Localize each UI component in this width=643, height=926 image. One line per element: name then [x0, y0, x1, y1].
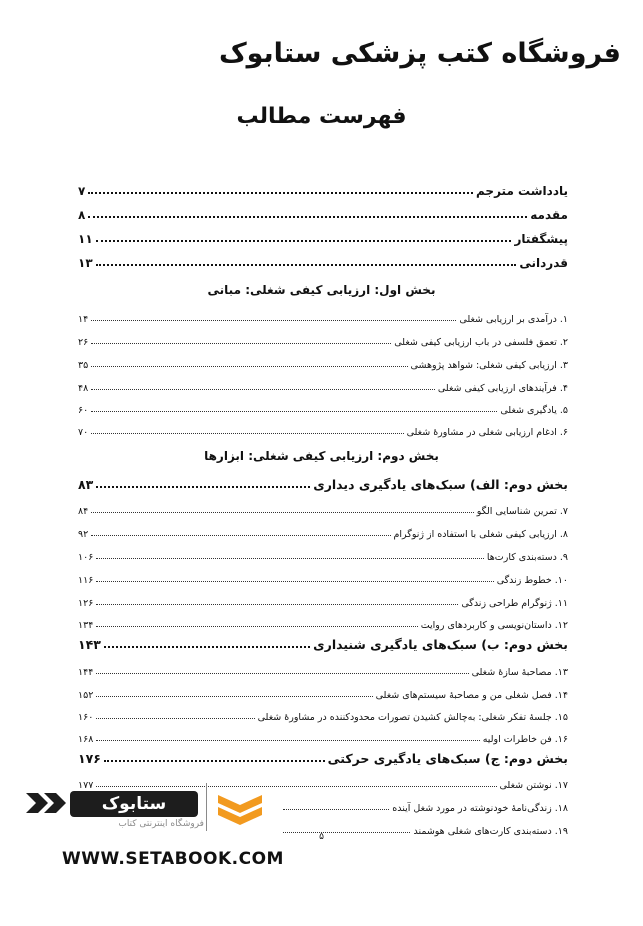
toc-entry[interactable]: ۷. تمرین شناسایی الگو ۸۴ — [78, 506, 568, 517]
toc-group-visual[interactable]: بخش دوم: الف) سبک‌های یادگیری دیداری ۸۳ — [78, 477, 568, 492]
toc-entry[interactable]: ۱۹. دسته‌بندی کارت‌های شغلی هوشمند — [280, 815, 568, 837]
logo-text: ستابوک — [101, 794, 167, 814]
part1-title: بخش اول: ارزیابی کیفی شغلی: مبانی — [207, 283, 436, 297]
toc-entry[interactable]: ۵. یادگیری شغلی ۶۰ — [78, 405, 568, 416]
toc-entry[interactable]: ۱۷. نوشتن شغلی ۱۷۷ — [78, 780, 568, 791]
toc-entry[interactable]: ۱. درآمدی بر ارزیابی شغلی ۱۴ — [78, 314, 568, 325]
toc-entry-preface[interactable]: پیشگفتار ۱۱ — [78, 232, 568, 246]
page-number: ۵ — [319, 832, 324, 842]
toc-group-auditory[interactable]: بخش دوم: ب) سبک‌های یادگیری شنیداری ۱۴۳ — [78, 637, 568, 652]
toc-heading: فهرست مطالب — [236, 104, 407, 129]
website-url[interactable]: WWW.SETABOOK.COM — [62, 849, 284, 869]
toc-entry[interactable]: ۱۲. داستان‌نویسی و کاربردهای روایت ۱۳۴ — [78, 620, 568, 631]
part2-title: بخش دوم: ارزیابی کیفی شغلی: ابزارها — [204, 449, 439, 463]
store-title: فروشگاه کتب پزشکی ستابوک — [218, 38, 621, 69]
toc-entry[interactable]: ۱۴. فصل شغلی من و مصاحبهٔ سیستم‌های شغلی ۱۵۲ — [78, 690, 568, 701]
setabook-logo — [22, 783, 272, 835]
toc-entry[interactable]: ۱۳. مصاحبهٔ سازهٔ شغلی ۱۴۴ — [78, 667, 568, 678]
toc-entry[interactable]: ۹. دسته‌بندی کارت‌ها ۱۰۶ — [78, 552, 568, 563]
toc-entry[interactable]: ۳. ارزیابی کیفی شغلی: شواهد پژوهشی ۳۵ — [78, 360, 568, 371]
toc-group-kinesthetic[interactable]: بخش دوم: ج) سبک‌های یادگیری حرکتی ۱۷۶ — [78, 751, 568, 766]
toc-entry[interactable]: ۱۰. خطوط زندگی ۱۱۶ — [78, 575, 568, 586]
toc-entry-introduction[interactable]: مقدمه ۸ — [78, 208, 568, 222]
toc-entry[interactable]: ۴. فرآیندهای ارزیابی کیفی شغلی ۴۸ — [78, 383, 568, 394]
toc-entry[interactable]: ۱۸. زندگی‌نامهٔ خودنوشته در مورد شغل آینده — [280, 792, 568, 814]
toc-entry[interactable]: ۸. ارزیابی کیفی شغلی با استفاده از ژنوگرام ۹۲ — [78, 529, 568, 540]
toc-entry[interactable]: ۱۵. جلسهٔ تفکر شغلی: به‌چالش کشیدن تصورات محدودکننده در مشاورهٔ شغلی ۱۶۰ — [78, 712, 568, 723]
toc-entry-translator-note[interactable]: یادداشت مترجم ۷ — [78, 184, 568, 198]
toc-entry[interactable]: ۲. تعمق فلسفی در باب ارزیابی کیفی شغلی ۲۶ — [78, 337, 568, 348]
toc-entry[interactable]: ۱۱. ژنوگرام طراحی زندگی ۱۲۶ — [78, 598, 568, 609]
toc-entry-acknowledgements[interactable]: قدردانی ۱۳ — [78, 256, 568, 270]
toc-entry[interactable]: ۶. ادغام ارزیابی شغلی در مشاورهٔ شغلی ۷۰ — [78, 427, 568, 438]
toc-entry[interactable]: ۱۶. فن خاطرات اولیه ۱۶۸ — [78, 734, 568, 745]
logo-tagline: فروشگاه اینترنتی کتاب — [118, 819, 204, 829]
